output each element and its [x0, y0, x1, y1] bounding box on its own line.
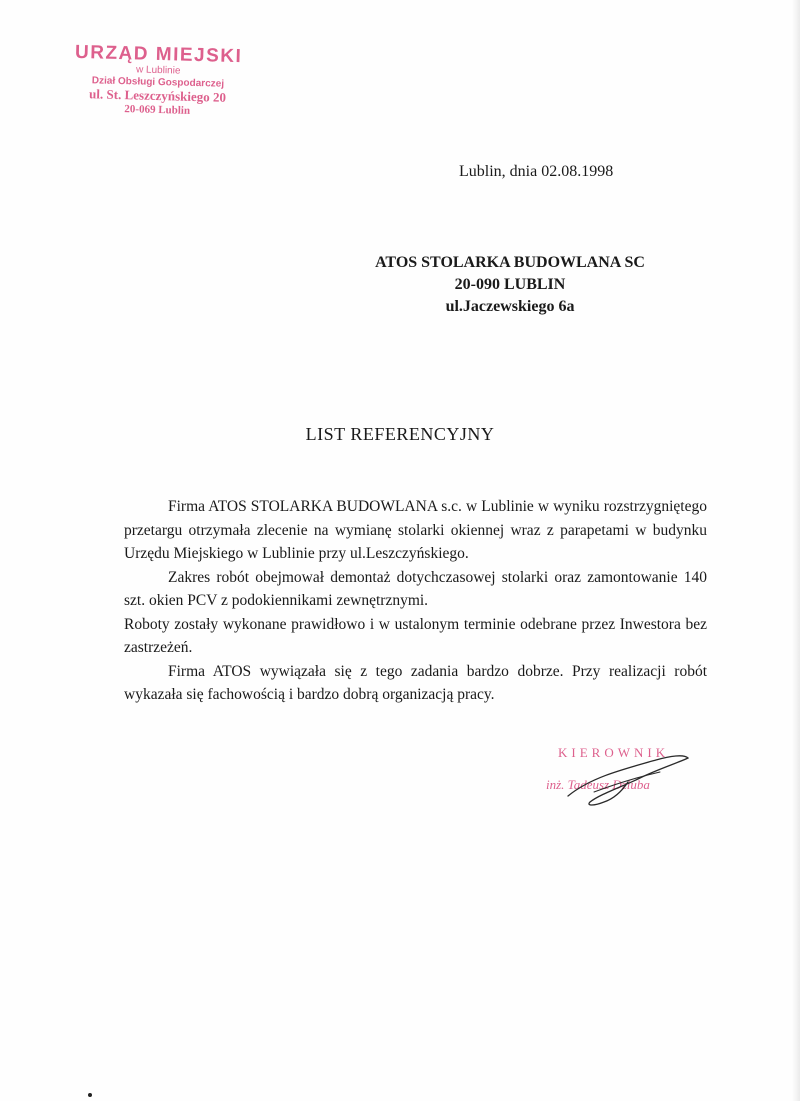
stamp-line-postcode: 20-069 Lublin — [124, 103, 191, 117]
page-edge-shade — [792, 0, 800, 1101]
letter-date: Lublin, dnia 02.08.1998 — [459, 163, 614, 180]
addressee-name: ATOS STOLARKA BUDOWLANA SC — [375, 254, 645, 271]
addressee-city: 20-090 LUBLIN — [454, 276, 566, 293]
stamp-line-office: URZĄD MIEJSKI — [74, 41, 243, 68]
signature-name: inż. Tadeusz Dziuba — [546, 777, 650, 792]
stamp-line-street: ul. St. Leszczyńskiego 20 — [88, 86, 227, 105]
stamp-line-city: w Lublinie — [135, 64, 181, 77]
body-paragraph-2: Zakres robót obejmował demontaż dotychczasowej stolarki oraz zamontowanie 140 szt. okien PCV z podokiennikami zewnętrznymi. — [124, 568, 707, 609]
stamp-line-department: Dział Obsługi Gospodarczej — [91, 75, 225, 90]
stray-dot — [88, 1093, 92, 1097]
body-paragraph-1: Firma ATOS STOLARKA BUDOWLANA s.c. w Lublinie w wyniku rozstrzygniętego przetargu otrzymała zlecenie na wymianę stolarki okiennej wraz z parapetami w budynku Urzędu Miejskiego w Lublinie przy ul.Leszczyńskiego. — [124, 498, 707, 562]
addressee-street: ul.Jaczewskiego 6a — [445, 298, 575, 315]
document-title: LIST REFERENCYJNY — [305, 424, 495, 444]
body-paragraph-4: Firma ATOS wywiązała się z tego zadania bardzo dobrze. Przy realizacji robót wykazała się fachowością i bardzo dobrą organizacją pracy. — [124, 662, 707, 703]
office-stamp — [57, 41, 259, 118]
letter-body — [124, 495, 707, 707]
addressee-block — [340, 252, 680, 318]
handwritten-signature — [560, 748, 710, 818]
signature-role: KIEROWNIK — [558, 745, 670, 760]
body-paragraph-3: Roboty zostały wykonane prawidłowo i w ustalonym terminie odebrane przez Inwestora bez zastrzeżeń. — [124, 615, 707, 656]
